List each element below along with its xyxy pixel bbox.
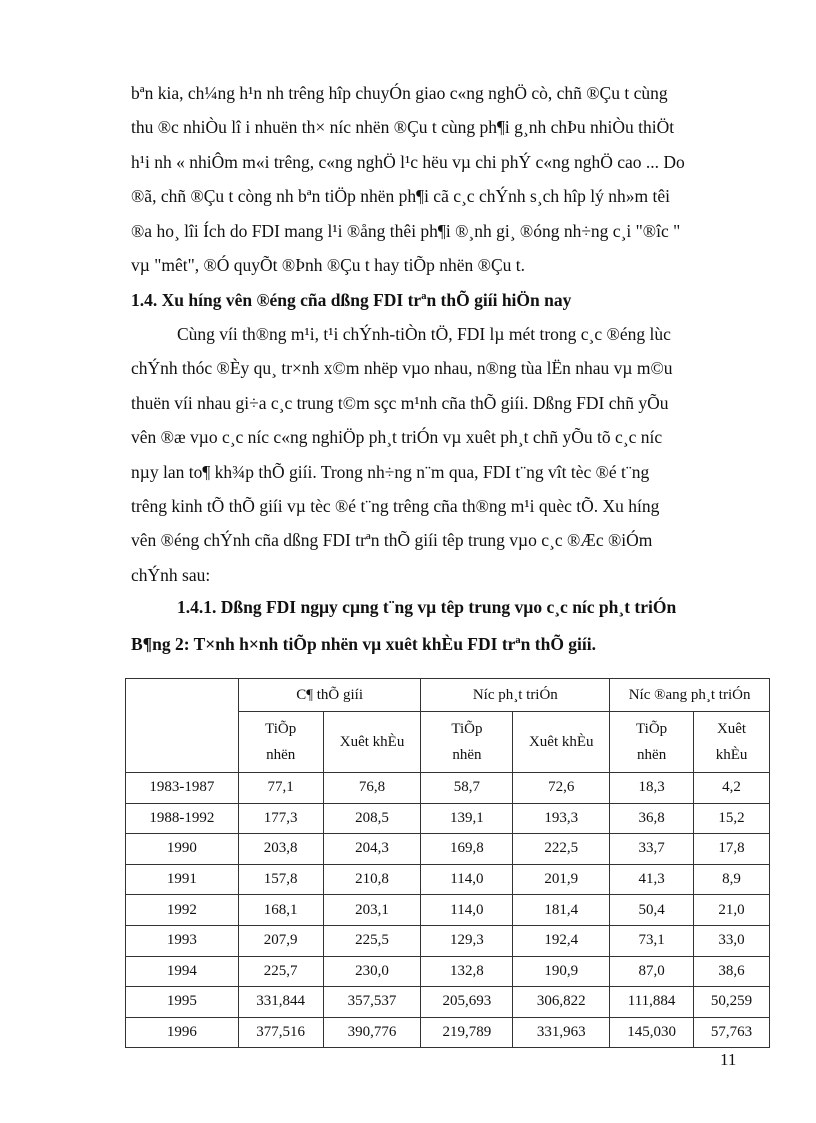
value-cell: 203,8 [238, 834, 323, 865]
table-row [126, 895, 770, 926]
section-heading-1-4: 1.4. Xu híng vên ®éng cña dßng FDI trªn thÕ giíi hiÖn nay [131, 290, 572, 310]
value-cell: 72,6 [513, 773, 610, 804]
value-cell: 129,3 [421, 925, 513, 956]
year-cell: 1990 [126, 834, 239, 865]
text-line: chÝnh thóc ®Èy qu¸ tr×nh x©m nhëp vµo nhau, n®ng tùa lËn nhau vµ m©u [131, 358, 673, 379]
value-cell: 77,1 [238, 773, 323, 804]
year-cell: 1991 [126, 864, 239, 895]
value-cell: 225,7 [238, 956, 323, 987]
value-cell: 4,2 [694, 773, 770, 804]
text-line: thu ®c nhiÒu lî i nhuën th× níc nhën ®Çu t cùng ph¶i g¸nh chÞu nhiÒu thiÖt [131, 117, 675, 138]
paragraph-1 [131, 76, 741, 282]
value-cell: 168,1 [238, 895, 323, 926]
value-cell: 38,6 [694, 956, 770, 987]
value-cell: 111,884 [610, 987, 694, 1018]
year-cell: 1994 [126, 956, 239, 987]
year-cell: 1983-1987 [126, 773, 239, 804]
table-caption: B¶ng 2: T×nh h×nh tiÕp nhën vµ xuêt khÈu FDI trªn thÕ giíi. [131, 634, 597, 654]
text-line: bªn kia, ch¼ng h¹n nh trêng hîp chuyÓn giao c«ng nghÖ cò, chñ ®Çu t cùng [131, 83, 668, 103]
value-cell: 139,1 [421, 803, 513, 834]
sub-header: TiÕp nhën [421, 712, 513, 773]
text-line: h¹i nh « nhiÔm m«i trêng, c«ng nghÖ l¹c hëu vµ chi phÝ c«ng nghÖ cao ... Do [131, 151, 685, 172]
table-row [126, 803, 770, 834]
value-cell: 225,5 [323, 925, 421, 956]
table-row [126, 925, 770, 956]
value-cell: 181,4 [513, 895, 610, 926]
value-cell: 57,763 [694, 1017, 770, 1048]
value-cell: 33,7 [610, 834, 694, 865]
value-cell: 17,8 [694, 834, 770, 865]
value-cell: 210,8 [323, 864, 421, 895]
value-cell: 169,8 [421, 834, 513, 865]
value-cell: 208,5 [323, 803, 421, 834]
year-cell: 1992 [126, 895, 239, 926]
year-cell: 1993 [126, 925, 239, 956]
value-cell: 201,9 [513, 864, 610, 895]
text-line: Cùng víi th®ng m¹i, t¹i chÝnh-tiÒn tÖ, FDI lµ mét trong c¸c ®éng lùc [177, 324, 671, 344]
value-cell: 390,776 [323, 1017, 421, 1048]
text-line: vµ "mêt", ®Ó quyÕt ®Þnh ®Çu t hay tiÕp nhën ®Çu t. [131, 255, 526, 276]
text-line: chÝnh sau: [131, 564, 211, 585]
value-cell: 87,0 [610, 956, 694, 987]
sub-header: Xuêt khÈu [513, 712, 610, 773]
table-row [126, 1017, 770, 1048]
value-cell: 230,0 [323, 956, 421, 987]
value-cell: 357,537 [323, 987, 421, 1018]
value-cell: 177,3 [238, 803, 323, 834]
group-header-world: C¶ thÕ giíi [238, 679, 421, 712]
page-number: 11 [720, 1050, 737, 1069]
value-cell: 207,9 [238, 925, 323, 956]
text-line: trêng kinh tÕ thÕ giíi vµ tèc ®é t¨ng trêng cña th®ng m¹i quèc tÕ. Xu híng [131, 496, 660, 517]
table-body [126, 773, 770, 1048]
value-cell: 114,0 [421, 864, 513, 895]
value-cell: 73,1 [610, 925, 694, 956]
sub-header: TiÕp nhën [610, 712, 694, 773]
table-row [126, 834, 770, 865]
text-line: ®a ho¸ lîi Ích do FDI mang l¹i ®ång thêi ph¶i ®¸nh gi¸ ®óng nh÷ng c¸i "®îc " [131, 220, 681, 241]
value-cell: 331,963 [513, 1017, 610, 1048]
group-header-developed: Níc ph¸t triÓn [421, 679, 610, 712]
value-cell: 50,259 [694, 987, 770, 1018]
sub-header: Xuêt khÈu [694, 712, 770, 773]
value-cell: 219,789 [421, 1017, 513, 1048]
value-cell: 190,9 [513, 956, 610, 987]
fdi-table [125, 678, 770, 1048]
value-cell: 203,1 [323, 895, 421, 926]
text-line: nµy lan to¶ kh¾p thÕ giíi. Trong nh÷ng n¨m qua, FDI t¨ng vît tèc ®é t¨ng [131, 461, 650, 482]
value-cell: 15,2 [694, 803, 770, 834]
value-cell: 114,0 [421, 895, 513, 926]
table-corner-cell [126, 679, 239, 773]
value-cell: 306,822 [513, 987, 610, 1018]
value-cell: 58,7 [421, 773, 513, 804]
value-cell: 132,8 [421, 956, 513, 987]
year-cell: 1996 [126, 1017, 239, 1048]
text-line: vên ®æ vµo c¸c níc c«ng nghiÖp ph¸t triÓn vµ xuêt ph¸t chñ yÕu tõ c¸c níc [131, 427, 663, 448]
paragraph-2 [131, 317, 741, 592]
section-heading-1-4-1: 1.4.1. Dßng FDI ngµy cµng t¨ng vµ têp trung vµo c¸c níc ph¸t triÓn [177, 597, 677, 617]
sub-header: Xuêt khÈu [323, 712, 421, 773]
text-line: vên ®éng chÝnh cña dßng FDI trªn thÕ giíi têp trung vµo c¸c ®Æc ®iÓm [131, 530, 653, 551]
table-row [126, 956, 770, 987]
value-cell: 205,693 [421, 987, 513, 1018]
value-cell: 50,4 [610, 895, 694, 926]
value-cell: 33,0 [694, 925, 770, 956]
value-cell: 193,3 [513, 803, 610, 834]
value-cell: 157,8 [238, 864, 323, 895]
year-cell: 1988-1992 [126, 803, 239, 834]
value-cell: 222,5 [513, 834, 610, 865]
table-row [126, 773, 770, 804]
table-row [126, 987, 770, 1018]
text-line: ®ã, chñ ®Çu t còng nh bªn tiÖp nhën ph¶i cã c¸c chÝnh s¸ch hîp lý nh»m têi [131, 186, 670, 207]
value-cell: 192,4 [513, 925, 610, 956]
value-cell: 36,8 [610, 803, 694, 834]
value-cell: 145,030 [610, 1017, 694, 1048]
value-cell: 331,844 [238, 987, 323, 1018]
value-cell: 377,516 [238, 1017, 323, 1048]
group-header-developing: Níc ®ang ph¸t triÓn [610, 679, 770, 712]
value-cell: 18,3 [610, 773, 694, 804]
text-line: thuën víi nhau gi÷a c¸c trung t©m sçc m¹nh cña thÕ giíi. Dßng FDI chñ yÕu [131, 392, 669, 413]
year-cell: 1995 [126, 987, 239, 1018]
value-cell: 41,3 [610, 864, 694, 895]
value-cell: 76,8 [323, 773, 421, 804]
value-cell: 21,0 [694, 895, 770, 926]
sub-header: TiÕp nhën [238, 712, 323, 773]
value-cell: 8,9 [694, 864, 770, 895]
value-cell: 204,3 [323, 834, 421, 865]
table-row [126, 864, 770, 895]
